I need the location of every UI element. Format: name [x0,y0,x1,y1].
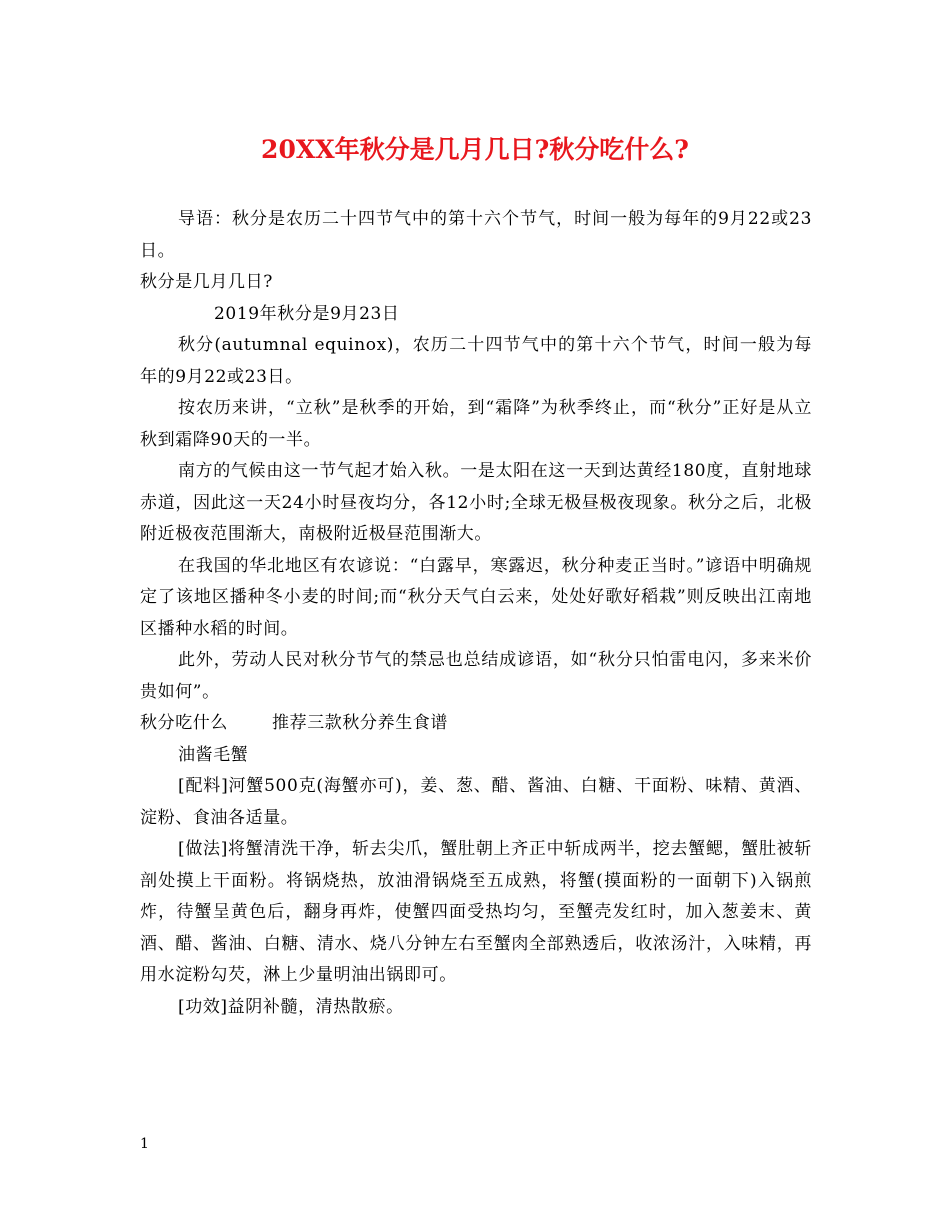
paragraph-lunar-calendar: 按农历来讲，“立秋”是秋季的开始，到“霜降”为秋季终止，而“秋分”正好是从立秋到霜降90天的一半。 [140,398,812,450]
paragraph-taboo: 此外，劳动人民对秋分节气的禁忌也总结成谚语，如“秋分只怕雷电闪，多来米价贵如何”。 [140,650,812,702]
food-heading-recommend: 推荐三款秋分养生食谱 [272,713,448,733]
paragraph-proverb: 在我国的华北地区有农谚说：“白露早，寒露迟，秋分种麦正当时。”谚语中明确规定了该地区播种冬小麦的时间;而“秋分天气白云来，处处好歌好稻栽”则反映出江南地区播种水稻的时间。 [140,555,812,639]
recipe-ingredients: [配料]河蟹500克(海蟹亦可)，姜、葱、醋、酱油、白糖、干面粉、味精、黄酒、淀粉、食油各适量。 [140,776,812,828]
document-body [140,204,812,1023]
paragraph-climate: 南方的气候由这一节气起才始入秋。一是太阳在这一天到达黄经180度，直射地球赤道，因此这一天24小时昼夜均分，各12小时;全球无极昼极夜现象。秋分之后，北极附近极夜范围渐大，南极附近极昼范围渐大。 [140,461,812,544]
recipe-method: [做法]将蟹清洗干净，斩去尖爪，蟹肚朝上齐正中斩成两半，挖去蟹鳃，蟹肚被斩剖处摸上干面粉。将锅烧热，放油滑锅烧至五成熟，将蟹(摸面粉的一面朝下)入锅煎炸，待蟹呈黄色后，翻身再炸，使蟹四面受热均匀，至蟹壳发红时，加入葱姜末、黄酒、醋、酱油、白糖、清水、烧八分钟左右至蟹肉全部熟透后，收浓汤汁，入味精，再用水淀粉勾芡，淋上少量明油出锅即可。 [140,839,812,985]
date-line: 2019年秋分是9月23日 [214,303,400,324]
food-heading [140,708,812,740]
intro-paragraph: 导语：秋分是农历二十四节气中的第十六个节气，时间一般为每年的9月22或23日。 [140,209,812,261]
paragraph-definition: 秋分(autumnal equinox)，农历二十四节气中的第十六个节气，时间一般为每年的9月22或23日。 [140,335,812,387]
question-heading: 秋分是几月几日? [140,272,273,292]
recipe-effect: [功效]益阴补髓，清热散瘀。 [178,996,404,1017]
page-title: 20XX年秋分是几月几日?秋分吃什么? [261,135,689,164]
food-heading-question: 秋分吃什么 [140,713,228,733]
recipe-name: 油酱毛蟹 [178,744,249,765]
page-number: 1 [140,1136,149,1152]
